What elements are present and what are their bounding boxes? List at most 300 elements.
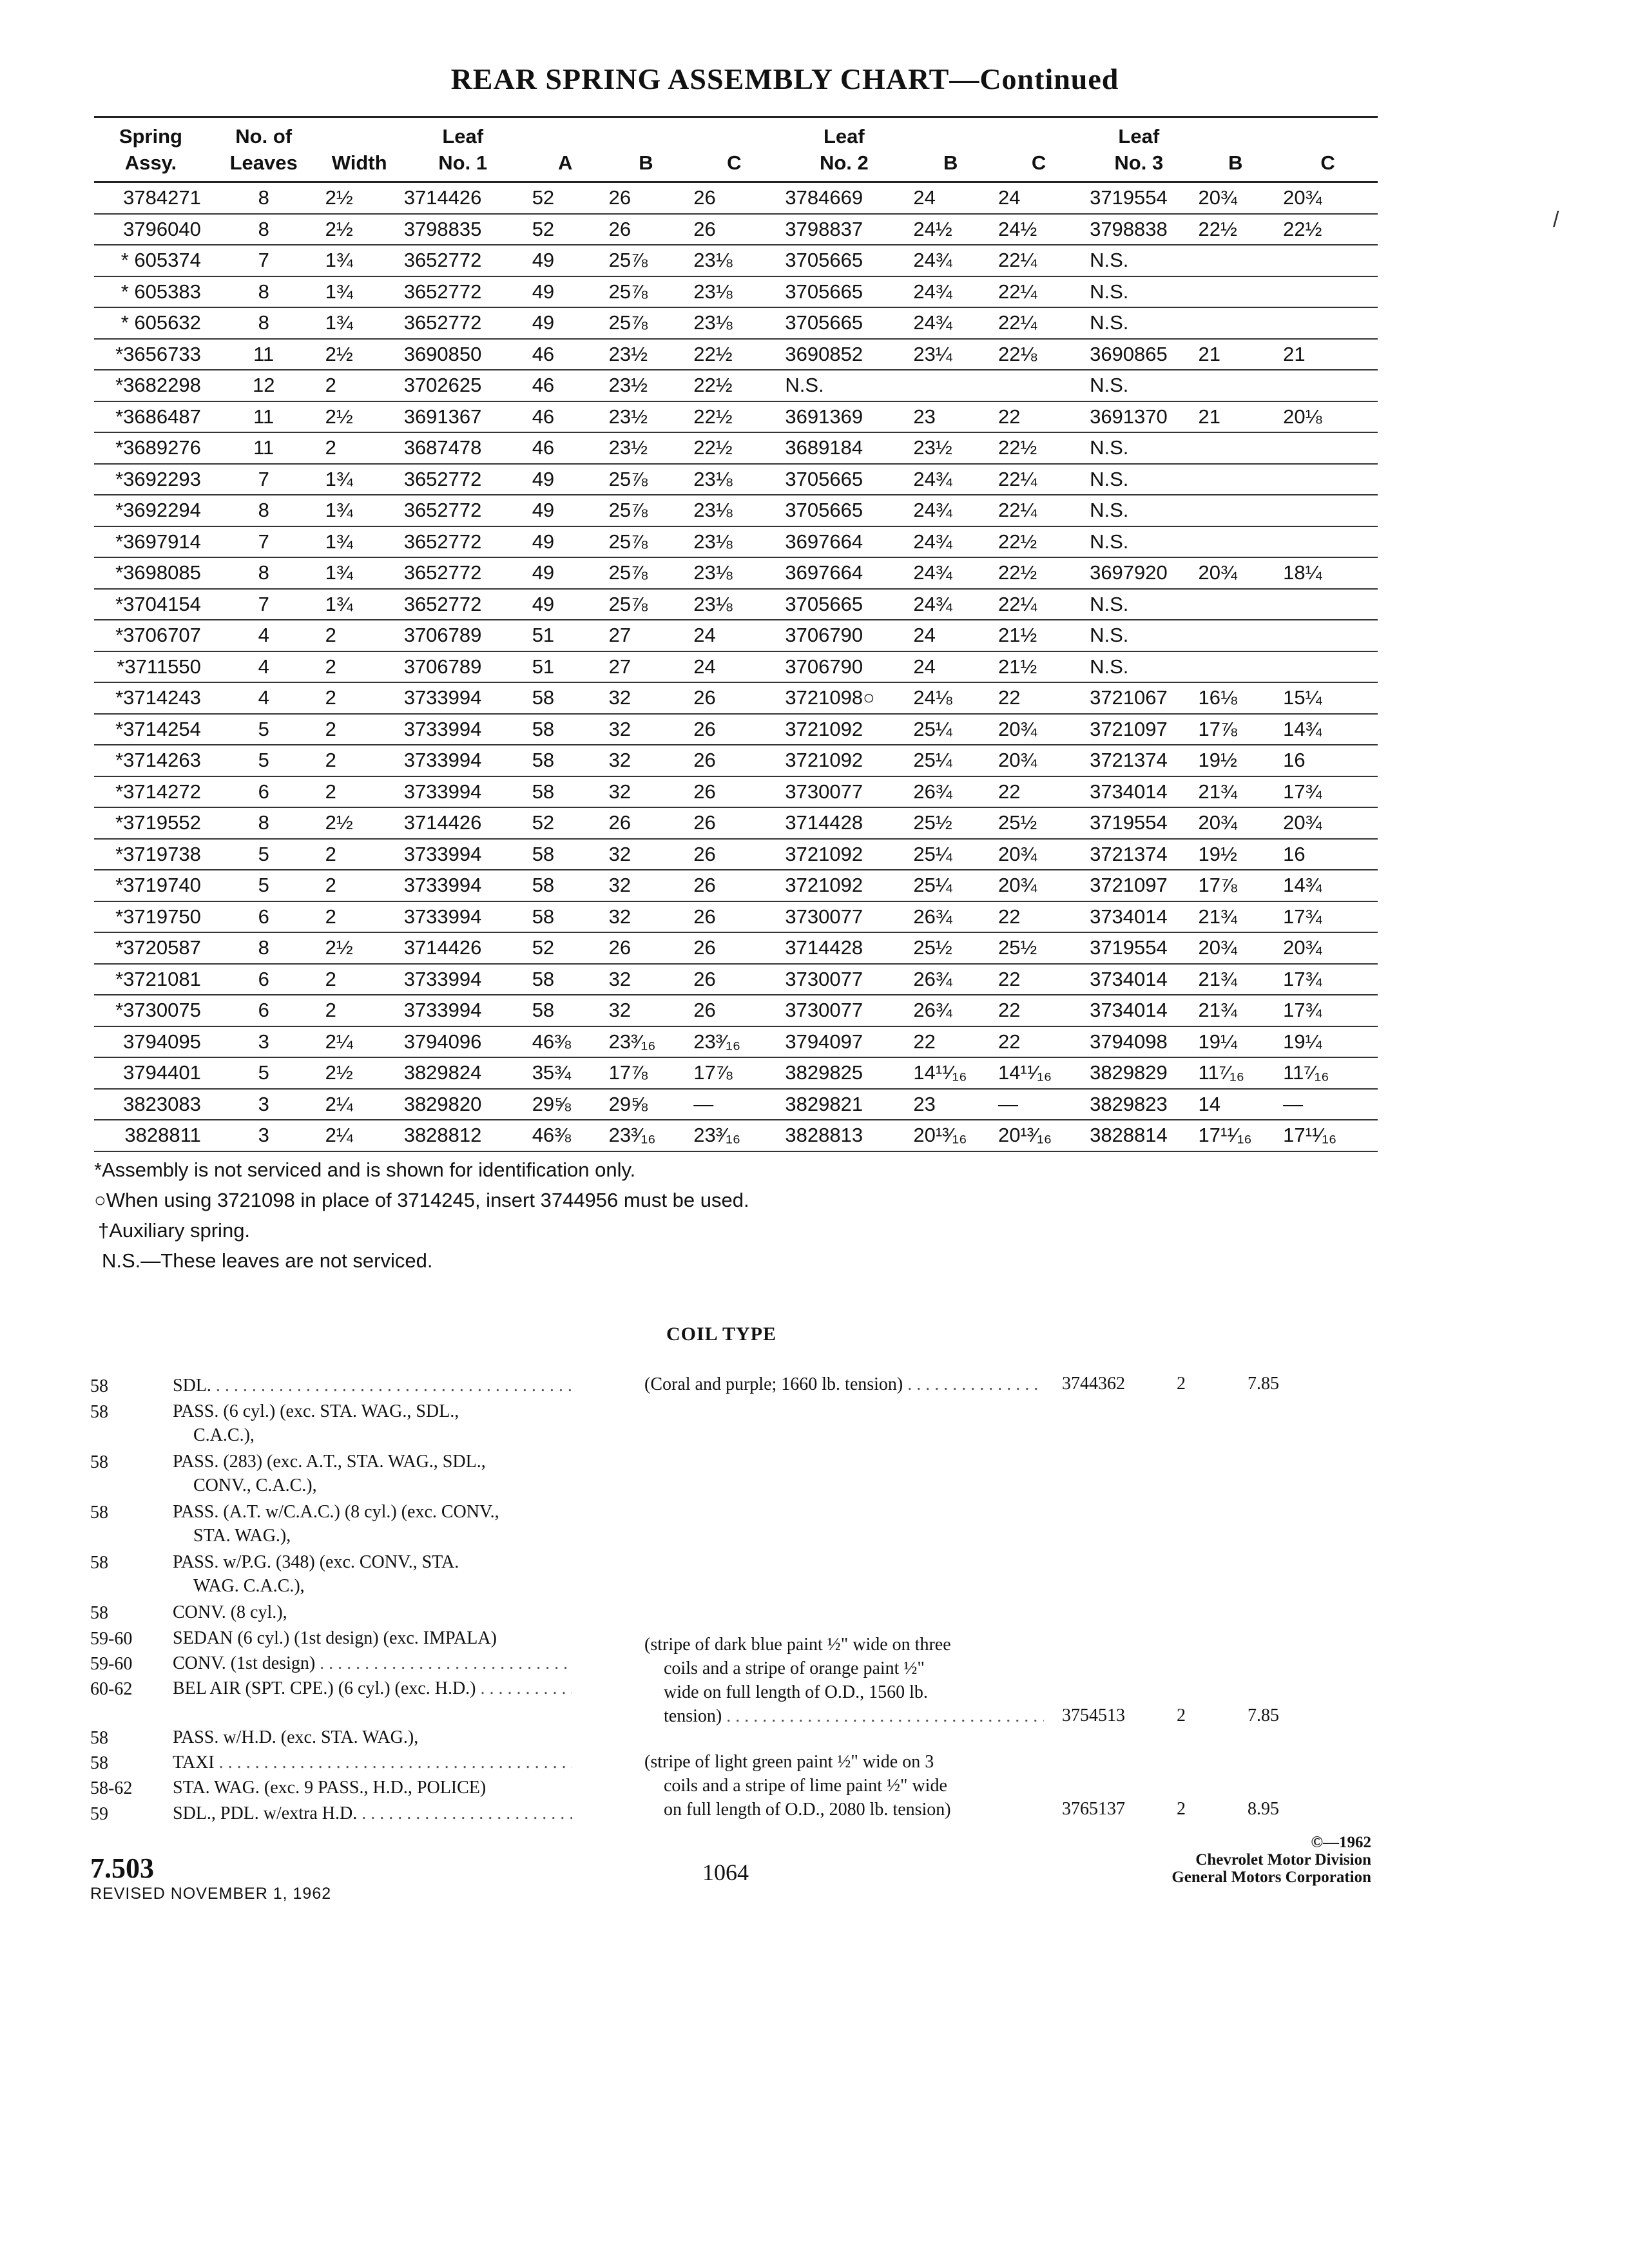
table-body — [94, 182, 1378, 1151]
cell-c1: 26 — [688, 964, 780, 995]
cell-c2: 21½ — [993, 651, 1084, 683]
cell-b1: 26 — [604, 932, 689, 964]
cell-b3 — [1193, 245, 1278, 276]
cell-leaf3: 3794098 — [1084, 1026, 1193, 1058]
cell-leaves: 7 — [207, 589, 320, 620]
cell-leaf1: 3652772 — [399, 557, 527, 589]
cell-b3 — [1193, 620, 1278, 651]
cell-width: 2 — [320, 432, 399, 464]
cell-b2: 24 — [908, 182, 993, 214]
cell-b3: 20¾ — [1193, 807, 1278, 839]
cell-b1: 23½ — [604, 401, 689, 433]
cell-leaf2: 3691369 — [780, 401, 908, 433]
cell-b1: 27 — [604, 651, 689, 683]
cell-leaf1: 3714426 — [399, 182, 527, 214]
cell-leaf1: 3829824 — [399, 1057, 527, 1089]
cell-leaves: 11 — [207, 432, 320, 464]
cell-c3 — [1278, 245, 1378, 276]
table-row — [94, 182, 1378, 214]
cell-assy: 3828811 — [94, 1120, 207, 1151]
cell-leaf3: 3690865 — [1084, 339, 1193, 370]
cell-c1: 22½ — [688, 370, 780, 401]
cell-c1: 26 — [688, 182, 780, 214]
cell-c1: 23⅛ — [688, 526, 780, 558]
cell-leaf3: 3691370 — [1084, 401, 1193, 433]
coil-model-year: 60-62 — [90, 1679, 133, 1699]
cell-width: 2¼ — [320, 1120, 399, 1151]
cell-b3: 22½ — [1193, 214, 1278, 245]
cell-leaf2: 3705665 — [780, 307, 908, 339]
cell-leaf2: 3705665 — [780, 245, 908, 276]
cell-leaf3: 3734014 — [1084, 901, 1193, 933]
coil-spec-line: (stripe of light green paint ½" wide on 3 — [644, 1752, 934, 1772]
coil-model-line: C.A.C.), — [193, 1425, 255, 1445]
table-row — [94, 401, 1378, 433]
coil-spec-description — [644, 1372, 1044, 1396]
cell-width: 2 — [320, 651, 399, 683]
cell-a: 46 — [527, 370, 604, 401]
cell-b2: 24⅛ — [908, 682, 993, 714]
cell-b1: 25⅞ — [604, 589, 689, 620]
coil-model-line: SEDAN (6 cyl.) (1st design) (exc. IMPALA) — [173, 1628, 497, 1648]
cell-b3: 17¹¹⁄₁₆ — [1193, 1120, 1278, 1151]
cell-leaf2: 3730077 — [780, 776, 908, 808]
coil-value: 7.85 — [1248, 1706, 1279, 1725]
table-row — [94, 526, 1378, 558]
coil-quantity: 2 — [1177, 1799, 1186, 1819]
cell-b2: 25½ — [908, 932, 993, 964]
cell-c3 — [1278, 432, 1378, 464]
col-header-b2: B — [908, 117, 993, 182]
cell-leaves: 5 — [207, 870, 320, 901]
cell-b1: 32 — [604, 745, 689, 776]
cell-c2: 22¼ — [993, 495, 1084, 526]
cell-c3 — [1278, 620, 1378, 651]
cell-leaf3: 3734014 — [1084, 964, 1193, 995]
cell-leaf2: 3721092 — [780, 745, 908, 776]
cell-b3: 21¾ — [1193, 776, 1278, 808]
table-row — [94, 589, 1378, 620]
table-row — [94, 651, 1378, 683]
cell-a: 58 — [527, 745, 604, 776]
cell-leaf3: N.S. — [1084, 526, 1193, 558]
cell-leaf2: 3829825 — [780, 1057, 908, 1089]
cell-b1: 26 — [604, 182, 689, 214]
cell-leaf1: 3798835 — [399, 214, 527, 245]
cell-leaf3: 3719554 — [1084, 182, 1193, 214]
cell-c2: 22¼ — [993, 464, 1084, 495]
cell-b3: 21¾ — [1193, 995, 1278, 1026]
cell-b1: 32 — [604, 714, 689, 745]
cell-leaves: 7 — [207, 464, 320, 495]
cell-b1: 26 — [604, 807, 689, 839]
cell-c3 — [1278, 651, 1378, 683]
cell-width: 1¾ — [320, 276, 399, 308]
col-header-assy: Spring Assy. — [94, 117, 207, 182]
cell-leaves: 8 — [207, 214, 320, 245]
cell-b1: 23½ — [604, 432, 689, 464]
cell-width: 2 — [320, 901, 399, 933]
cell-leaf2: 3721098○ — [780, 682, 908, 714]
cell-c3: 14¾ — [1278, 870, 1378, 901]
table-row — [94, 432, 1378, 464]
cell-assy: *3692293 — [94, 464, 207, 495]
coil-model-application — [173, 1776, 572, 1800]
cell-leaf2: N.S. — [780, 370, 908, 401]
cell-assy: *3689276 — [94, 432, 207, 464]
coil-spec-line: coils and a stripe of orange paint ½" — [664, 1658, 925, 1678]
coil-part-number: 3744362 — [1062, 1374, 1125, 1394]
cell-leaf3: 3734014 — [1084, 776, 1193, 808]
cell-b1: 23½ — [604, 339, 689, 370]
cell-c2: 22½ — [993, 432, 1084, 464]
cell-leaf2: 3730077 — [780, 964, 908, 995]
cell-c2 — [993, 370, 1084, 401]
coil-value: 8.95 — [1248, 1799, 1279, 1819]
cell-c2: 24 — [993, 182, 1084, 214]
col-header-leaf3: Leaf No. 3 — [1084, 117, 1193, 182]
coil-type-heading: COIL TYPE — [666, 1323, 776, 1345]
cell-a: 46⅜ — [527, 1120, 604, 1151]
col-header-a: A — [527, 117, 604, 182]
cell-width: 1¾ — [320, 307, 399, 339]
table-row — [94, 276, 1378, 308]
cell-b2: 25¼ — [908, 745, 993, 776]
table-row — [94, 370, 1378, 401]
table-header — [94, 117, 1378, 182]
cell-c3: 16 — [1278, 839, 1378, 870]
coil-model-application — [173, 1677, 572, 1700]
cell-width: 2 — [320, 620, 399, 651]
cell-c1: 22½ — [688, 432, 780, 464]
table-row — [94, 1057, 1378, 1089]
cell-a: 49 — [527, 495, 604, 526]
cell-c3: 14¾ — [1278, 714, 1378, 745]
cell-c3 — [1278, 589, 1378, 620]
coil-model-line: PASS. (A.T. w/C.A.C.) (8 cyl.) (exc. CONV., — [173, 1502, 499, 1522]
cell-assy: * 605374 — [94, 245, 207, 276]
cell-assy: *3656733 — [94, 339, 207, 370]
cell-assy: *3714243 — [94, 682, 207, 714]
footnote-ns: N.S.—These leaves are not serviced. — [102, 1249, 433, 1272]
cell-width: 2 — [320, 682, 399, 714]
cell-c2: 25½ — [993, 807, 1084, 839]
cell-b2: 24¾ — [908, 245, 993, 276]
cell-c2: 20¾ — [993, 714, 1084, 745]
cell-assy: *3704154 — [94, 589, 207, 620]
cell-a: 58 — [527, 714, 604, 745]
cell-width: 2 — [320, 964, 399, 995]
coil-model-year: 58 — [90, 1402, 108, 1422]
cell-c2: 22 — [993, 682, 1084, 714]
cell-leaf1: 3652772 — [399, 495, 527, 526]
cell-c3: 17¾ — [1278, 964, 1378, 995]
cell-width: 2½ — [320, 807, 399, 839]
table-row — [94, 1026, 1378, 1058]
coil-part-number: 3754513 — [1062, 1706, 1125, 1725]
cell-leaf3: N.S. — [1084, 464, 1193, 495]
cell-c3 — [1278, 307, 1378, 339]
table-row — [94, 901, 1378, 933]
coil-model-year: 59-60 — [90, 1654, 133, 1674]
cell-leaves: 4 — [207, 651, 320, 683]
coil-quantity: 2 — [1177, 1374, 1186, 1394]
cell-leaves: 8 — [207, 495, 320, 526]
cell-c2: 20¾ — [993, 839, 1084, 870]
cell-a: 52 — [527, 932, 604, 964]
cell-leaf2: 3705665 — [780, 589, 908, 620]
cell-b1: 25⅞ — [604, 557, 689, 589]
coil-model-line: CONV. (1st design) . . . — [173, 1651, 572, 1675]
cell-c1: 23⅛ — [688, 495, 780, 526]
cell-b3: 20¾ — [1193, 182, 1278, 214]
coil-spec-line: (stripe of dark blue paint ½" wide on three — [644, 1635, 951, 1655]
section-number: 7.503 — [90, 1852, 154, 1884]
coil-model-application — [173, 1374, 572, 1398]
cell-leaves: 5 — [207, 714, 320, 745]
cell-leaves: 7 — [207, 245, 320, 276]
coil-model-year: 58 — [90, 1553, 108, 1573]
cell-c2: 22 — [993, 776, 1084, 808]
cell-leaf3: N.S. — [1084, 245, 1193, 276]
cell-leaf3: 3719554 — [1084, 932, 1193, 964]
coil-spec-line: tension) . . . — [644, 1704, 1044, 1728]
cell-b3: 21¾ — [1193, 964, 1278, 995]
cell-c3: 17¹¹⁄₁₆ — [1278, 1120, 1378, 1151]
coil-model-line: PASS. w/H.D. (exc. STA. WAG.), — [173, 1727, 419, 1747]
cell-c2: 22¼ — [993, 276, 1084, 308]
cell-b2: 25½ — [908, 807, 993, 839]
cell-leaf3: N.S. — [1084, 620, 1193, 651]
cell-assy: *3692294 — [94, 495, 207, 526]
cell-a: 29⅝ — [527, 1089, 604, 1120]
cell-leaf3: 3721374 — [1084, 839, 1193, 870]
cell-leaf2: 3794097 — [780, 1026, 908, 1058]
cell-b2: 24¾ — [908, 464, 993, 495]
cell-leaf1: 3714426 — [399, 932, 527, 964]
cell-leaf3: N.S. — [1084, 495, 1193, 526]
cell-c1: 17⅞ — [688, 1057, 780, 1089]
coil-model-year: 58 — [90, 1753, 108, 1773]
table-row — [94, 495, 1378, 526]
cell-leaves: 8 — [207, 307, 320, 339]
coil-model-line: SDL., PDL. w/extra H.D. . . . — [173, 1802, 572, 1825]
cell-b3 — [1193, 526, 1278, 558]
cell-assy: *3730075 — [94, 995, 207, 1026]
cell-c1: 23⅛ — [688, 245, 780, 276]
table-row — [94, 307, 1378, 339]
cell-leaf1: 3706789 — [399, 620, 527, 651]
cell-leaf2: 3689184 — [780, 432, 908, 464]
cell-leaf3: 3734014 — [1084, 995, 1193, 1026]
cell-b2: 23½ — [908, 432, 993, 464]
cell-leaf3: 3721097 — [1084, 714, 1193, 745]
cell-leaf2: 3705665 — [780, 464, 908, 495]
cell-c3: 19¼ — [1278, 1026, 1378, 1058]
cell-c1: 23⅛ — [688, 557, 780, 589]
cell-leaves: 4 — [207, 620, 320, 651]
cell-leaves: 8 — [207, 557, 320, 589]
cell-width: 2½ — [320, 339, 399, 370]
cell-b3 — [1193, 276, 1278, 308]
cell-c1: 23⅛ — [688, 307, 780, 339]
cell-a: 58 — [527, 870, 604, 901]
cell-leaf1: 3733994 — [399, 870, 527, 901]
cell-leaf1: 3829820 — [399, 1089, 527, 1120]
coil-model-line: STA. WAG.), — [193, 1526, 291, 1546]
cell-b1: 17⅞ — [604, 1057, 689, 1089]
cell-width: 2½ — [320, 182, 399, 214]
col-header-b1: B — [604, 117, 689, 182]
cell-leaves: 8 — [207, 276, 320, 308]
cell-leaf1: 3652772 — [399, 276, 527, 308]
cell-b2: 23¼ — [908, 339, 993, 370]
coil-spec-line: coils and a stripe of lime paint ½" wide — [664, 1776, 947, 1796]
cell-b1: 25⅞ — [604, 495, 689, 526]
cell-a: 46 — [527, 339, 604, 370]
coil-model-line: PASS. w/P.G. (348) (exc. CONV., STA. — [173, 1552, 459, 1572]
cell-b1: 32 — [604, 776, 689, 808]
cell-leaves: 11 — [207, 401, 320, 433]
cell-c3: — — [1278, 1089, 1378, 1120]
cell-leaf3: 3697920 — [1084, 557, 1193, 589]
cell-width: 2 — [320, 839, 399, 870]
cell-a: 52 — [527, 214, 604, 245]
coil-model-application — [173, 1751, 572, 1774]
cell-leaves: 6 — [207, 964, 320, 995]
cell-leaf2: 3705665 — [780, 276, 908, 308]
cell-b3: 21 — [1193, 339, 1278, 370]
cell-assy: 3794095 — [94, 1026, 207, 1058]
cell-b3: 17⅞ — [1193, 714, 1278, 745]
cell-c2: 22¼ — [993, 245, 1084, 276]
cell-b2: 26¾ — [908, 901, 993, 933]
cell-a: 46⅜ — [527, 1026, 604, 1058]
table-row — [94, 870, 1378, 901]
cell-width: 1¾ — [320, 589, 399, 620]
cell-b3: 19½ — [1193, 745, 1278, 776]
cell-leaf1: 3794096 — [399, 1026, 527, 1058]
cell-c2: 20¾ — [993, 870, 1084, 901]
cell-c2: — — [993, 1089, 1084, 1120]
cell-c1: 26 — [688, 745, 780, 776]
cell-c3: 20¾ — [1278, 807, 1378, 839]
cell-b3 — [1193, 495, 1278, 526]
cell-leaf2: 3798837 — [780, 214, 908, 245]
cell-b1: 27 — [604, 620, 689, 651]
cell-a: 49 — [527, 276, 604, 308]
cell-b3: 16⅛ — [1193, 682, 1278, 714]
table-row — [94, 620, 1378, 651]
cell-assy: *3721081 — [94, 964, 207, 995]
cell-a: 49 — [527, 245, 604, 276]
cell-leaf2: 3784669 — [780, 182, 908, 214]
cell-a: 35¾ — [527, 1057, 604, 1089]
cell-a: 58 — [527, 776, 604, 808]
cell-c1: 26 — [688, 776, 780, 808]
col-header-b3: B — [1193, 117, 1278, 182]
col-header-leaf2: Leaf No. 2 — [780, 117, 908, 182]
page-number: 1064 — [702, 1860, 749, 1885]
cell-assy: *3719750 — [94, 901, 207, 933]
cell-b2: 25¼ — [908, 839, 993, 870]
coil-model-line: WAG. C.A.C.), — [193, 1576, 305, 1596]
cell-assy: *3714254 — [94, 714, 207, 745]
cell-b2 — [908, 370, 993, 401]
cell-assy: *3686487 — [94, 401, 207, 433]
cell-width: 1¾ — [320, 495, 399, 526]
cell-width: 2½ — [320, 1057, 399, 1089]
table-row — [94, 245, 1378, 276]
cell-b1: 25⅞ — [604, 307, 689, 339]
cell-c1: 26 — [688, 932, 780, 964]
cell-assy: *3698085 — [94, 557, 207, 589]
coil-model-application — [173, 1450, 572, 1497]
coil-model-line: PASS. (283) (exc. A.T., STA. WAG., SDL., — [173, 1452, 486, 1472]
cell-leaf1: 3652772 — [399, 245, 527, 276]
cell-c2: 20¾ — [993, 745, 1084, 776]
cell-c1: 26 — [688, 839, 780, 870]
cell-width: 2 — [320, 995, 399, 1026]
table-row — [94, 682, 1378, 714]
footnote-not-serviced: *Assembly is not serviced and is shown for identification only. — [94, 1158, 636, 1181]
cell-assy: *3719738 — [94, 839, 207, 870]
coil-spec-description — [644, 1750, 1044, 1821]
cell-leaves: 3 — [207, 1026, 320, 1058]
cell-b2: 22 — [908, 1026, 993, 1058]
cell-leaf3: 3828814 — [1084, 1120, 1193, 1151]
cell-leaf2: 3697664 — [780, 526, 908, 558]
cell-leaf3: 3721097 — [1084, 870, 1193, 901]
cell-c2: 22 — [993, 964, 1084, 995]
cell-c1: 24 — [688, 651, 780, 683]
col-header-c1: C — [688, 117, 780, 182]
coil-model-year: 58 — [90, 1452, 108, 1472]
cell-b1: 32 — [604, 995, 689, 1026]
cell-leaf3: 3798838 — [1084, 214, 1193, 245]
cell-b3 — [1193, 651, 1278, 683]
cell-c1: 26 — [688, 214, 780, 245]
cell-width: 1¾ — [320, 557, 399, 589]
cell-c3: 17¾ — [1278, 776, 1378, 808]
cell-a: 49 — [527, 464, 604, 495]
cell-leaf1: 3733994 — [399, 901, 527, 933]
coil-model-application — [173, 1725, 572, 1749]
cell-leaf1: 3733994 — [399, 776, 527, 808]
col-header-width: Width — [320, 117, 399, 182]
cell-b1: 25⅞ — [604, 464, 689, 495]
cell-c2: 22 — [993, 1026, 1084, 1058]
cell-leaf1: 3652772 — [399, 307, 527, 339]
cell-c1: 23⅛ — [688, 464, 780, 495]
cell-leaf2: 3706790 — [780, 651, 908, 683]
cell-leaf1: 3687478 — [399, 432, 527, 464]
cell-b3: 19¼ — [1193, 1026, 1278, 1058]
cell-a: 58 — [527, 682, 604, 714]
cell-leaves: 7 — [207, 526, 320, 558]
cell-leaves: 4 — [207, 682, 320, 714]
cell-leaves: 8 — [207, 807, 320, 839]
cell-c2: 22½ — [993, 557, 1084, 589]
coil-model-line: CONV., C.A.C.), — [193, 1475, 317, 1495]
cell-leaves: 11 — [207, 339, 320, 370]
cell-assy: 3823083 — [94, 1089, 207, 1120]
cell-b1: 32 — [604, 901, 689, 933]
chart-title: REAR SPRING ASSEMBLY CHART—Continued — [450, 62, 1119, 95]
cell-width: 2 — [320, 776, 399, 808]
cell-leaf1: 3702625 — [399, 370, 527, 401]
cell-b2: 24 — [908, 620, 993, 651]
